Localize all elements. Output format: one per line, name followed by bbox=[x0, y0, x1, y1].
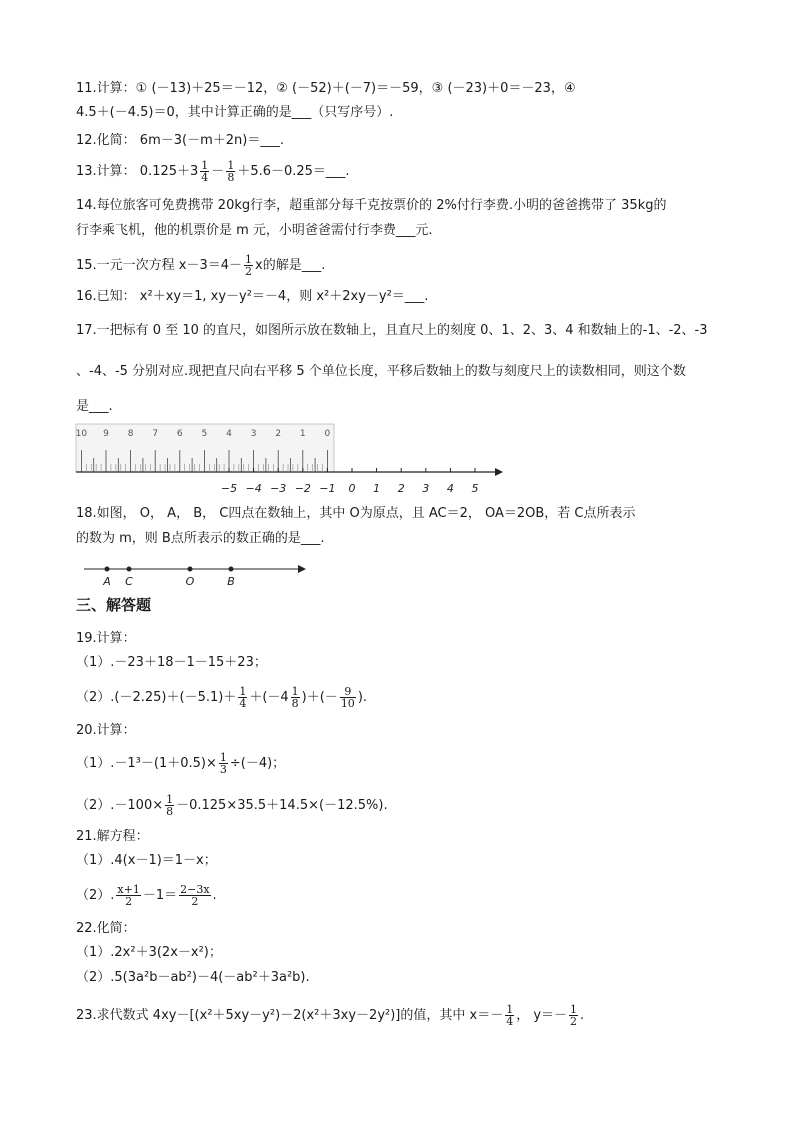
q17-line2: 、-4、-5 分别对应.现把直尺向右平移 5 个单位长度，平移后数轴上的数与刻度尺上的读数相同，则这个数 bbox=[76, 364, 686, 379]
q18-line1: 18.如图， O， A， B， C四点在数轴上，其中 O为原点，且 AC＝2， OA＝2OB，若 C点所表示 bbox=[76, 506, 636, 521]
q19-title: 19.计算： bbox=[76, 631, 136, 646]
axis-label: 4 bbox=[446, 482, 454, 495]
q19-frac3: $\frac{9}{10}$ bbox=[340, 685, 355, 710]
ruler-label: 8 bbox=[127, 429, 134, 439]
q18-point bbox=[127, 567, 132, 572]
q21-frac2: $\frac{2-3x}{2}$ bbox=[180, 883, 210, 908]
q18-point bbox=[188, 567, 193, 572]
q11-line1: 11.计算：① (－13)＋25＝－12，② (－52)＋(－7)＝－59，③ (－23)＋0＝－23，④ bbox=[76, 81, 576, 96]
axis-label: −3 bbox=[270, 482, 287, 495]
q13-post: ＋5.6－0.25＝___. bbox=[237, 164, 350, 179]
ruler-label: 2 bbox=[275, 429, 282, 439]
ruler-label: 0 bbox=[324, 429, 331, 439]
q21-part2: （2）. $\frac{x+1}{2}$ －1＝ $\frac{2-3x}{2}$ . bbox=[76, 883, 217, 908]
q19-frac1: $\frac{1}{4}$ bbox=[239, 685, 247, 710]
q18-point-label: C bbox=[125, 575, 133, 588]
q20-frac1: $\frac{1}{3}$ bbox=[219, 751, 227, 776]
q20-part2: （2）.－100× $\frac{1}{8}$ －0.125×35.5＋14.5×(－12.5%). bbox=[76, 793, 388, 818]
q15-text: 15.一元一次方程 x－3＝4－ $\frac{1}{2}$ x的解是___. bbox=[76, 253, 326, 278]
q14-line1: 14.每位旅客可免费携带 20kg行李，超重部分每千克按票价的 2%付行李费.小明的爸爸携带了 35kg的 bbox=[76, 198, 667, 213]
q13-text bbox=[76, 160, 350, 183]
ruler-label: 9 bbox=[103, 429, 109, 439]
q19-part1: （1）.－23＋18－1－15＋23； bbox=[76, 655, 267, 670]
ruler-figure bbox=[70, 422, 510, 500]
q18-point-label: B bbox=[227, 575, 235, 588]
ruler-label: 7 bbox=[152, 429, 159, 439]
ruler-label: 5 bbox=[201, 429, 208, 439]
q18-point bbox=[229, 567, 234, 572]
q21-title: 21.解方程： bbox=[76, 829, 149, 844]
axis-label: 3 bbox=[422, 482, 430, 495]
q18-point-label: A bbox=[103, 575, 111, 588]
q20-part1: （1）.－1³－(1＋0.5)× $\frac{1}{3}$ ÷(－4)； bbox=[76, 751, 286, 776]
q22-part1: （1）.2x²＋3(2x－x²)； bbox=[76, 945, 222, 960]
q19-frac2: $\frac{1}{8}$ bbox=[291, 685, 299, 710]
q18-point-label: O bbox=[185, 575, 195, 588]
q23-frac-y: $\frac{1}{2}$ bbox=[570, 1003, 578, 1028]
q20-title: 20.计算： bbox=[76, 723, 136, 738]
q18-axis-arrow bbox=[298, 565, 306, 573]
q13-mixed-fraction: $\frac{1}{4}$ bbox=[201, 159, 209, 184]
q20-frac2: $\frac{1}{8}$ bbox=[166, 793, 174, 818]
q18-point bbox=[105, 567, 110, 572]
q21-part1: （1）.4(x－1)＝1－x； bbox=[76, 853, 217, 868]
ruler-label: 10 bbox=[75, 429, 88, 439]
axis-label: 0 bbox=[348, 482, 356, 495]
q13-mid: － bbox=[211, 164, 225, 179]
q17-line3: 是___. bbox=[76, 399, 113, 414]
axis-label: −2 bbox=[294, 482, 311, 495]
q13-pre: 13.计算： 0.125＋3 bbox=[76, 164, 199, 179]
section-heading: 三、解答题 bbox=[76, 596, 152, 614]
ruler-label: 3 bbox=[250, 429, 257, 439]
q11-line2: 4.5＋(－4.5)＝0，其中计算正确的是___（只写序号）. bbox=[76, 105, 394, 120]
q13-fraction: $\frac{1}{8}$ bbox=[227, 159, 235, 184]
axis-label: 1 bbox=[373, 482, 381, 495]
ruler-label: 1 bbox=[299, 429, 306, 439]
q23-text: 23.求代数式 4xy－[(x²＋5xy－y²)－2(x²＋3xy－2y²)]的值，其中 x＝－ $\frac{1}{4}$ ， y＝－ $\frac{1}{2}$ . bbox=[76, 1003, 585, 1028]
q19-part2: （2）.(－2.25)＋(－5.1)＋ $\frac{1}{4}$ ＋(－4 $\frac{1}{8}$ )＋(－ $\frac{9}{10}$ ). bbox=[76, 685, 368, 710]
q23-frac-x: $\frac{1}{4}$ bbox=[506, 1003, 514, 1028]
q15-fraction: $\frac{1}{2}$ bbox=[245, 253, 253, 278]
q16-text: 16.已知： x²＋xy＝1, xy－y²＝－4，则 x²＋2xy－y²＝___. bbox=[76, 289, 429, 304]
axis-label: −4 bbox=[245, 482, 262, 495]
axis-label: −5 bbox=[220, 482, 238, 495]
q22-part2: （2）.5(3a²b－ab²)－4(－ab²＋3a²b). bbox=[76, 970, 310, 985]
ruler-label: 6 bbox=[176, 429, 183, 439]
axis-label: 2 bbox=[397, 482, 405, 495]
q12-text: 12.化简： 6m－3(－m＋2n)＝___. bbox=[76, 133, 284, 148]
q22-title: 22.化简： bbox=[76, 921, 136, 936]
q21-frac1: $\frac{x+1}{2}$ bbox=[117, 883, 140, 908]
q18-number-line bbox=[80, 560, 310, 588]
axis-label: 5 bbox=[471, 482, 479, 495]
q18-line2: 的数为 m，则 B点所表示的数正确的是___. bbox=[76, 531, 325, 546]
axis-arrow bbox=[495, 468, 503, 476]
q17-line1: 17.一把标有 0 至 10 的直尺，如图所示放在数轴上，且直尺上的刻度 0、1、2、3、4 和数轴上的-1、-2、-3 bbox=[76, 323, 708, 338]
ruler-label: 4 bbox=[226, 429, 232, 439]
q14-line2: 行李乘飞机，他的机票价是 m 元，小明爸爸需付行李费___元. bbox=[76, 223, 433, 238]
axis-label: −1 bbox=[319, 482, 336, 495]
